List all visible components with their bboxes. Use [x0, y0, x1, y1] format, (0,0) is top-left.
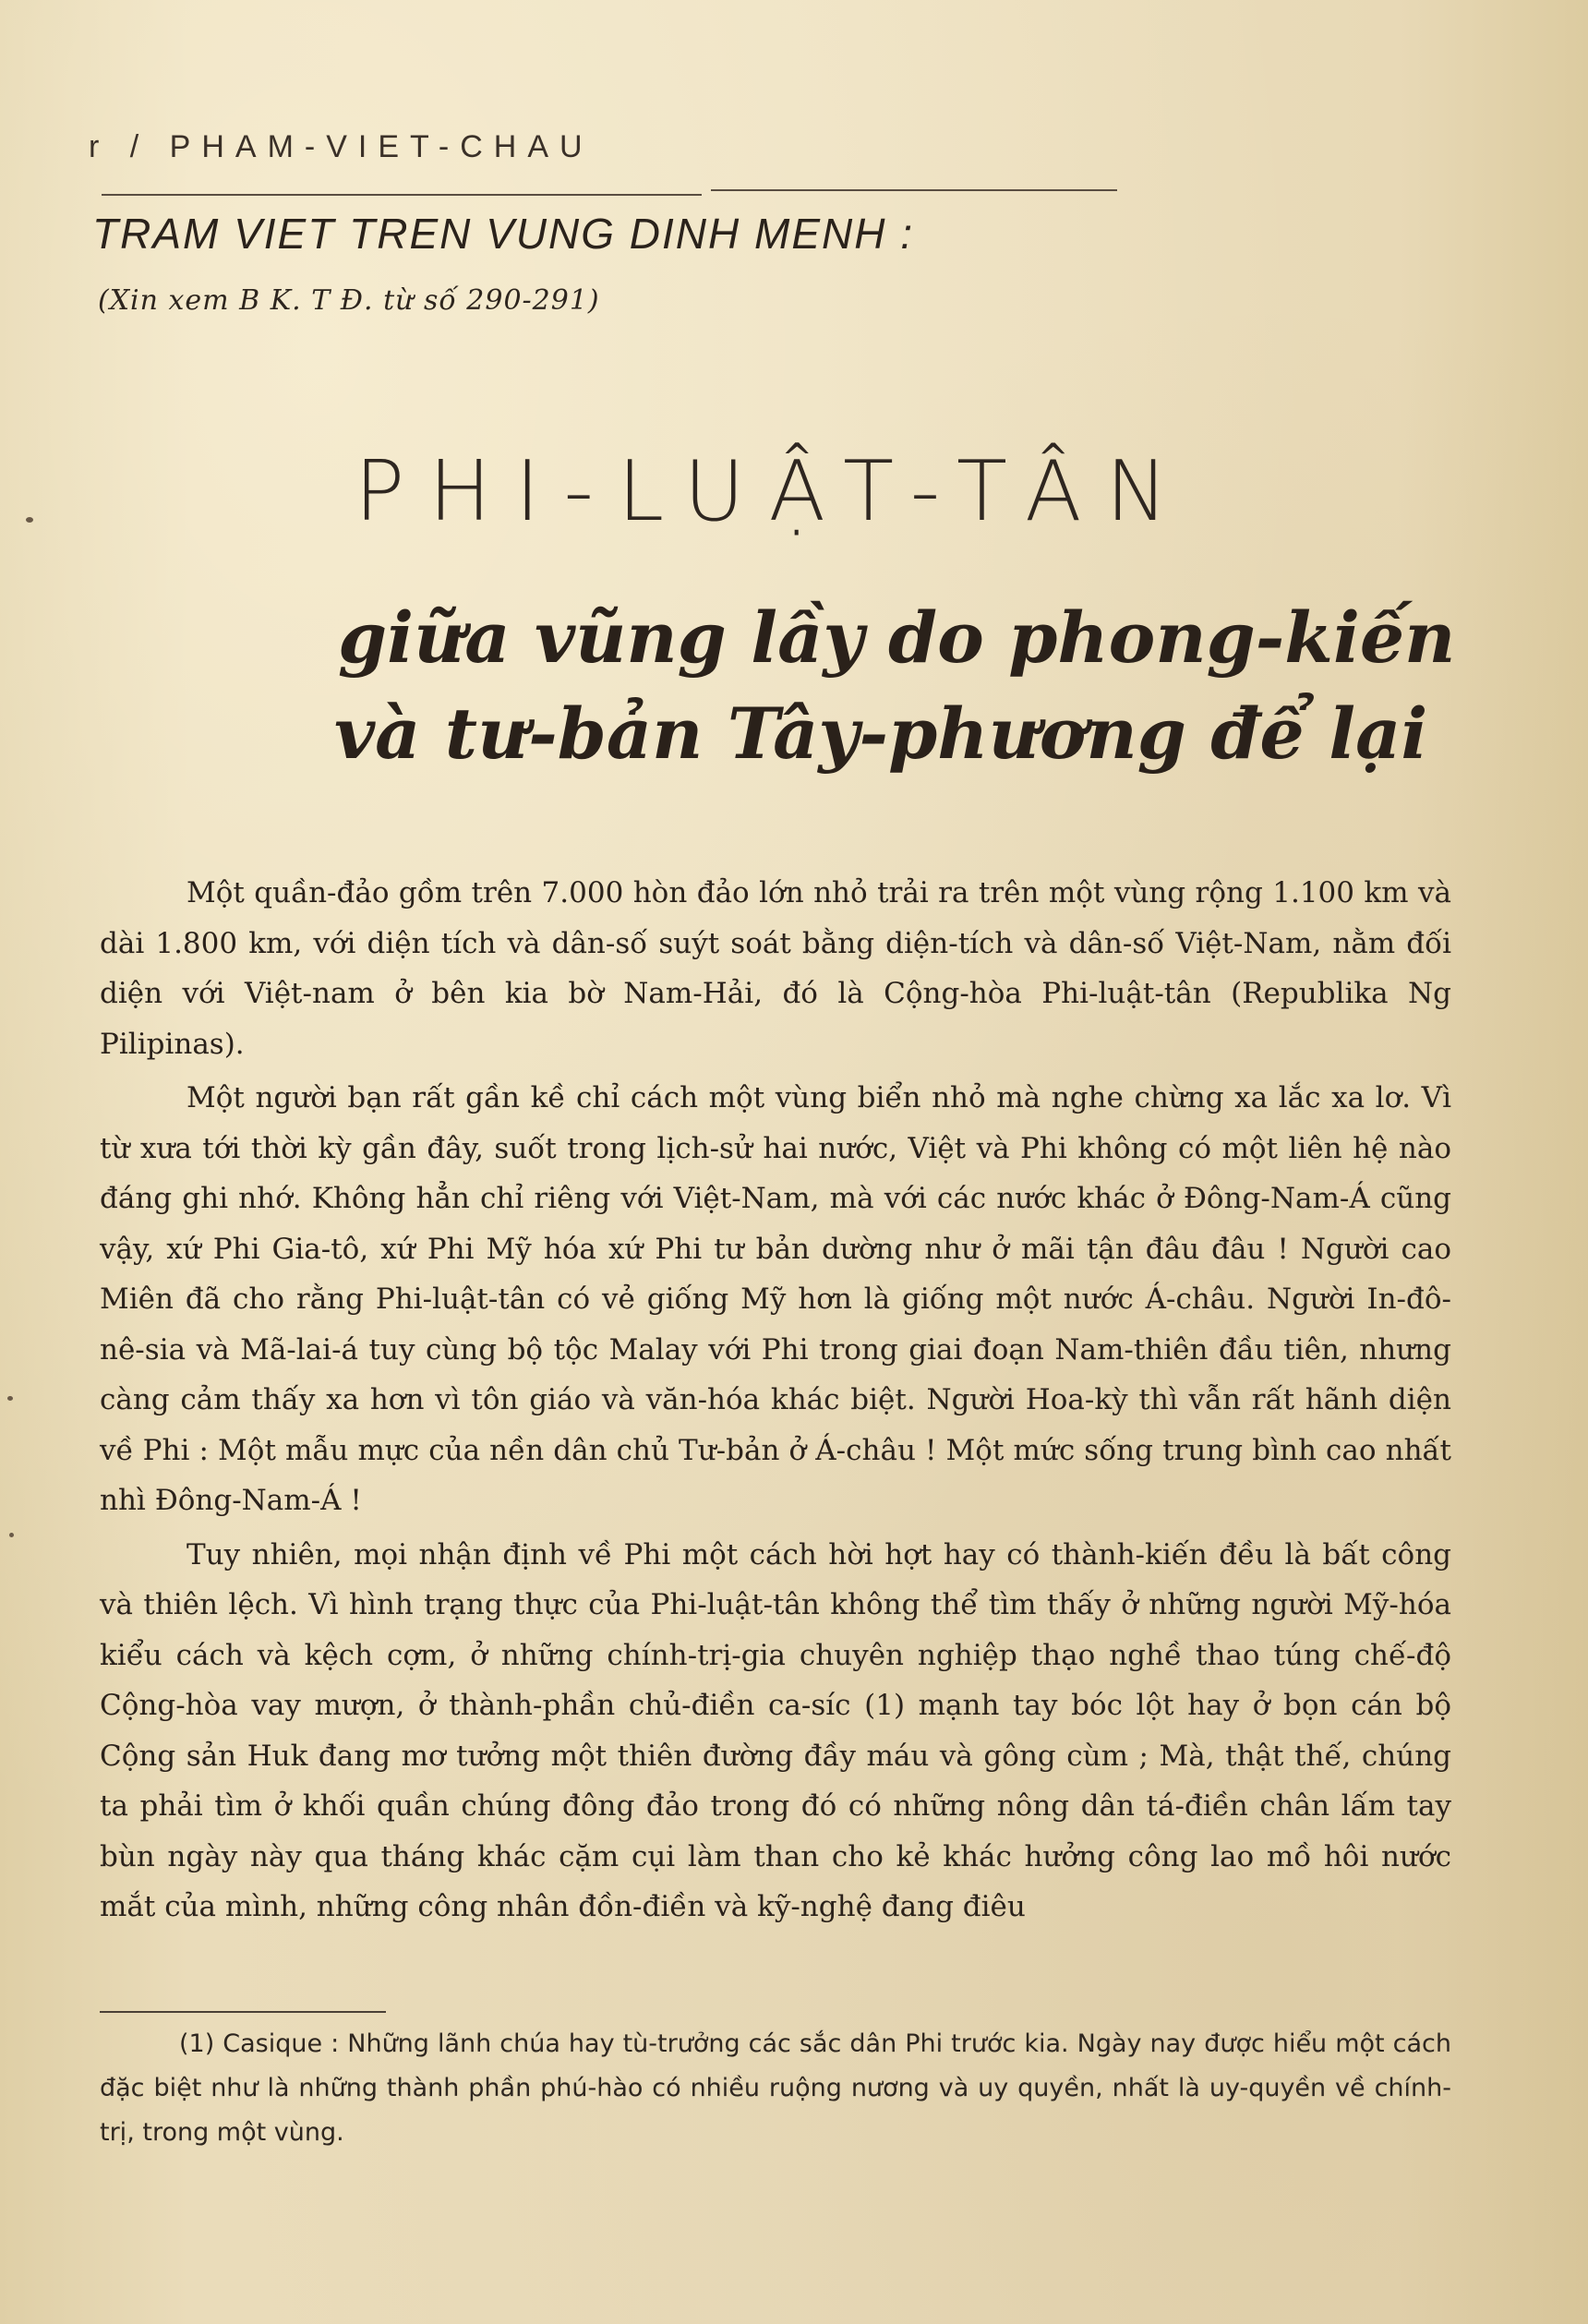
- footnote: [100, 2022, 1451, 2155]
- article-title: PHI-LUẬT-TÂN: [355, 443, 1192, 540]
- article-body: [100, 868, 1451, 1936]
- footnote-text: (1) Casique : Những lãnh chúa hay tù-trưởng các sắc dân Phi trước kia. Ngày nay được hiểu một cách đặc biệt như là những thành phần phú-hào có nhiều ruộng nương và uy quyền, nhất là uy-quyền về chính-trị, trong một vùng.: [100, 2029, 1451, 2147]
- header-rule: [102, 194, 702, 196]
- paper-speck: [7, 1396, 13, 1401]
- body-paragraph: Một quần-đảo gồm trên 7.000 hòn đảo lớn nhỏ trải ra trên một vùng rộng 1.100 km và dài 1.800 km, với diện tích và dân-số suýt soát bằng diện-tích và dân-số Việt-Nam, nằm đối diện với Việt-nam ở bên kia bờ Nam-Hải, đó là Cộng-hòa Phi-luật-tân (Republika Ng Pilipinas).: [100, 876, 1451, 1061]
- series-note: (Xin xem B K. T Đ. từ số 290-291): [98, 284, 600, 317]
- body-paragraph: Một người bạn rất gần kề chỉ cách một vùng biển nhỏ mà nghe chừng xa lắc xa lơ. Vì từ xưa tới thời kỳ gần đây, suốt trong lịch-sử hai nước, Việt và Phi không có một liên hệ nào đáng ghi nhớ. Không hẳn chỉ riêng với Việt-Nam, mà với các nước khác ở Đông-Nam-Á cũng vậy, xứ Phi Gia-tô, xứ Phi Mỹ hóa xứ Phi tư bản dường như ở mãi tận đâu đâu ! Người cao Miên đã cho rằng Phi-luật-tân có vẻ giống Mỹ hơn là giống một nước Á-châu. Người In-đô-nê-sia và Mã-lai-á tuy cùng bộ tộc Malay với Phi trong giai đoạn Nam-thiên đầu tiên, nhưng càng cảm thấy xa hơn vì tôn giáo và văn-hóa khác biệt. Người Hoa-kỳ thì vẫn rất hãnh diện về Phi : Một mẫu mực của nền dân chủ Tư-bản ở Á-châu ! Một mức sống trung bình cao nhất nhì Đông-Nam-Á !: [100, 1081, 1451, 1517]
- body-paragraph: Tuy nhiên, mọi nhận định về Phi một cách hời hợt hay có thành-kiến đều là bất công và thiên lệch. Vì hình trạng thực của Phi-luật-tân không thể tìm thấy ở những người Mỹ-hóa kiểu cách và kệch cợm, ở những chính-trị-gia chuyên nghiệp thạo nghề thao túng chế-độ Cộng-hòa vay mượn, ở thành-phần chủ-điền ca-síc (1) mạnh tay bóc lột hay ở bọn cán bộ Cộng sản Huk đang mơ tưởng một thiên đường đầy máu và gông cùm ; Mà, thật thế, chúng ta phải tìm ở khối quần chúng đông đảo trong đó có những nông dân tá-điền chân lấm tay bùn ngày này qua tháng khác cặm cụi làm than cho kẻ khác hưởng công lao mồ hôi nước mắt của mình, những công nhân đồn-điền và kỹ-nghệ đang điêu: [100, 1537, 1451, 1923]
- article-subtitle-line2: và tư-bản Tây-phương để lại: [334, 692, 1428, 775]
- article-subtitle-line1: giữa vũng lầy do phong-kiến: [338, 596, 1456, 679]
- paper-speck: [26, 517, 33, 523]
- running-head: r / PHAM-VIET-CHAU: [89, 129, 594, 164]
- paper-speck: [9, 1533, 14, 1537]
- header-rule-right: [711, 189, 1117, 191]
- footnote-rule: [100, 2011, 386, 2013]
- series-title: TRAM VIET TREN VUNG DINH MENH :: [92, 210, 915, 258]
